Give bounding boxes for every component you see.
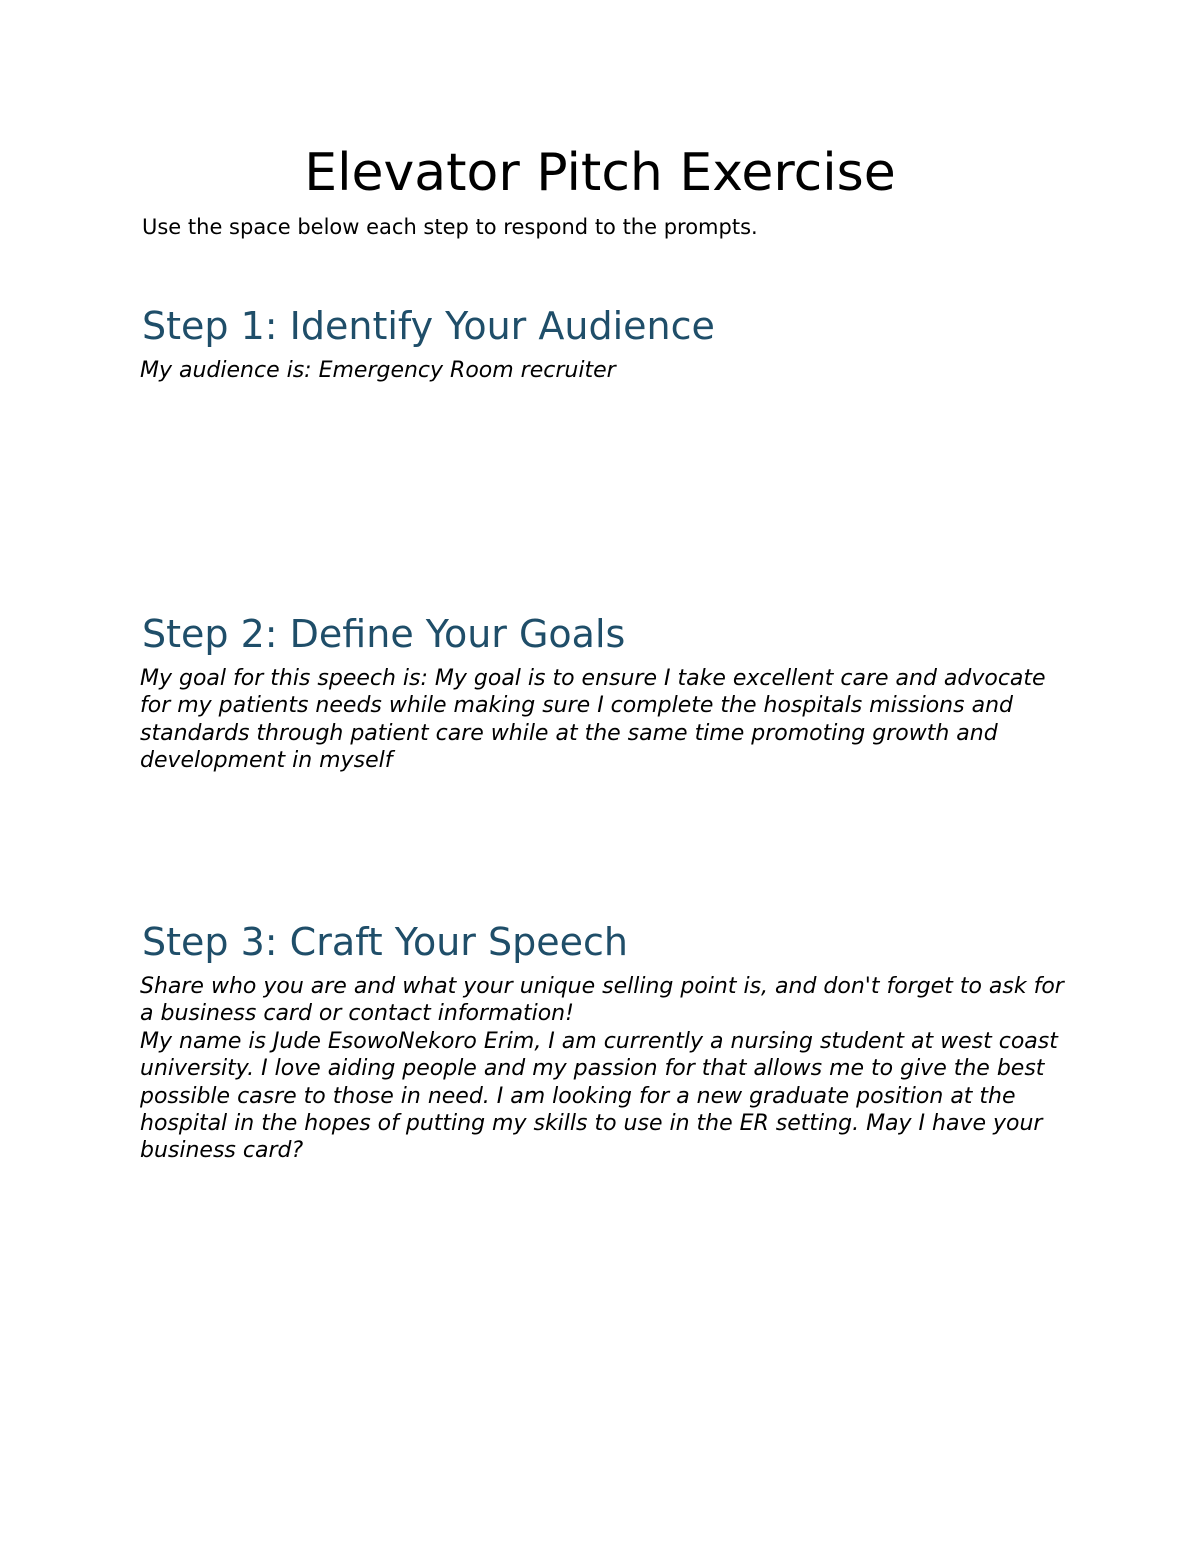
step-3-heading: Step 3: Craft Your Speech bbox=[142, 920, 628, 964]
step-1-heading: Step 1: Identify Your Audience bbox=[142, 304, 715, 348]
document-title: Elevator Pitch Exercise bbox=[304, 143, 896, 203]
step-2-response bbox=[140, 665, 1070, 775]
step-3-prompt: Share who you are and what your unique selling point is, and don't forget to ask for a business card or contact information! bbox=[140, 974, 1064, 1027]
step-3-response bbox=[140, 973, 1070, 1165]
step-3-paragraph: My name is Jude EsowoNekoro Erim, I am currently a nursing student at west coast university. I love aiding people and my passion for that allows me to give the best possible casre to those in need. I am looking for a new graduate position at the hospital in the hopes of putting my skills to use in the ER setting. May I have your business card? bbox=[140, 1028, 1058, 1164]
step-1-response bbox=[140, 357, 1070, 384]
document-subtitle: Use the space below each step to respond to the prompts. bbox=[142, 215, 758, 239]
step-2-paragraph: My goal for this speech is: My goal is to ensure I take excellent care and advocate for my patients needs while making sure I complete the hospitals missions and standards through patient care while at the same time promoting growth and development in myself bbox=[140, 666, 1046, 774]
step-2-heading: Step 2: Define Your Goals bbox=[142, 612, 626, 656]
step-1-paragraph: My audience is: Emergency Room recruiter bbox=[140, 358, 616, 383]
